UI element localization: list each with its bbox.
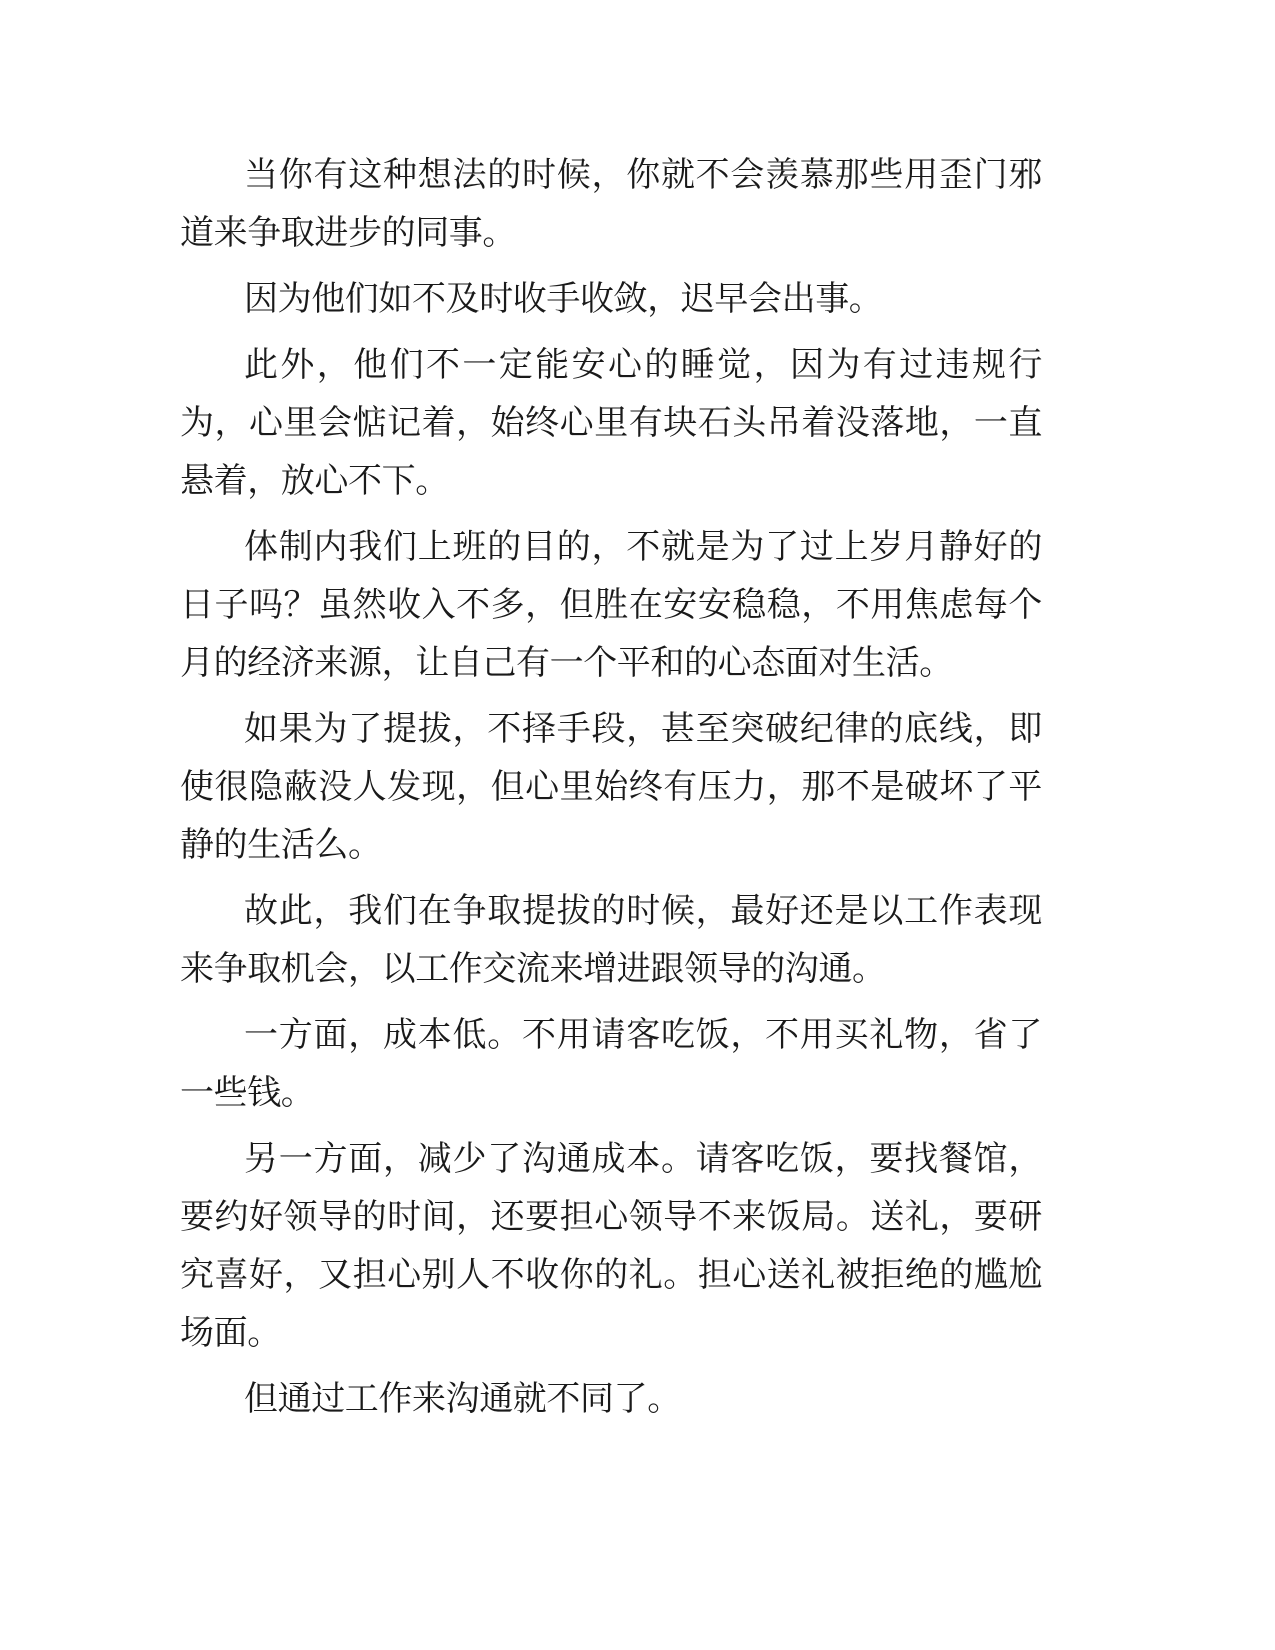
paragraph-4: 体制内我们上班的目的，不就是为了过上岁月静好的日子吗？虽然收入不多，但胜在安安稳稳，不用焦虑每个月的经济来源，让自己有一个平和的心态面对生活。 [180, 527, 1042, 683]
paragraph-2: 因为他们如不及时收手收敛，迟早会出事。 [244, 279, 883, 319]
paragraph-5: 如果为了提拔，不择手段，甚至突破纪律的底线，即使很隐蔽没人发现，但心里始终有压力，那不是破坏了平静的生活么。 [180, 709, 1042, 865]
document-body [180, 146, 1042, 1436]
paragraph-8: 另一方面，减少了沟通成本。请客吃饭，要找餐馆，要约好领导的时间，还要担心领导不来饭局。送礼，要研究喜好，又担心别人不收你的礼。担心送礼被拒绝的尴尬场面。 [180, 1139, 1042, 1353]
paragraph-1: 当你有这种想法的时候，你就不会羡慕那些用歪门邪道来争取进步的同事。 [180, 155, 1042, 253]
paragraph-7: 一方面，成本低。不用请客吃饭，不用买礼物，省了一些钱。 [180, 1015, 1042, 1113]
paragraph-6: 故此，我们在争取提拔的时候，最好还是以工作表现来争取机会，以工作交流来增进跟领导的沟通。 [180, 891, 1042, 989]
paragraph-3: 此外，他们不一定能安心的睡觉，因为有过违规行为，心里会惦记着，始终心里有块石头吊着没落地，一直悬着，放心不下。 [180, 345, 1042, 501]
paragraph-9: 但通过工作来沟通就不同了。 [244, 1379, 681, 1419]
